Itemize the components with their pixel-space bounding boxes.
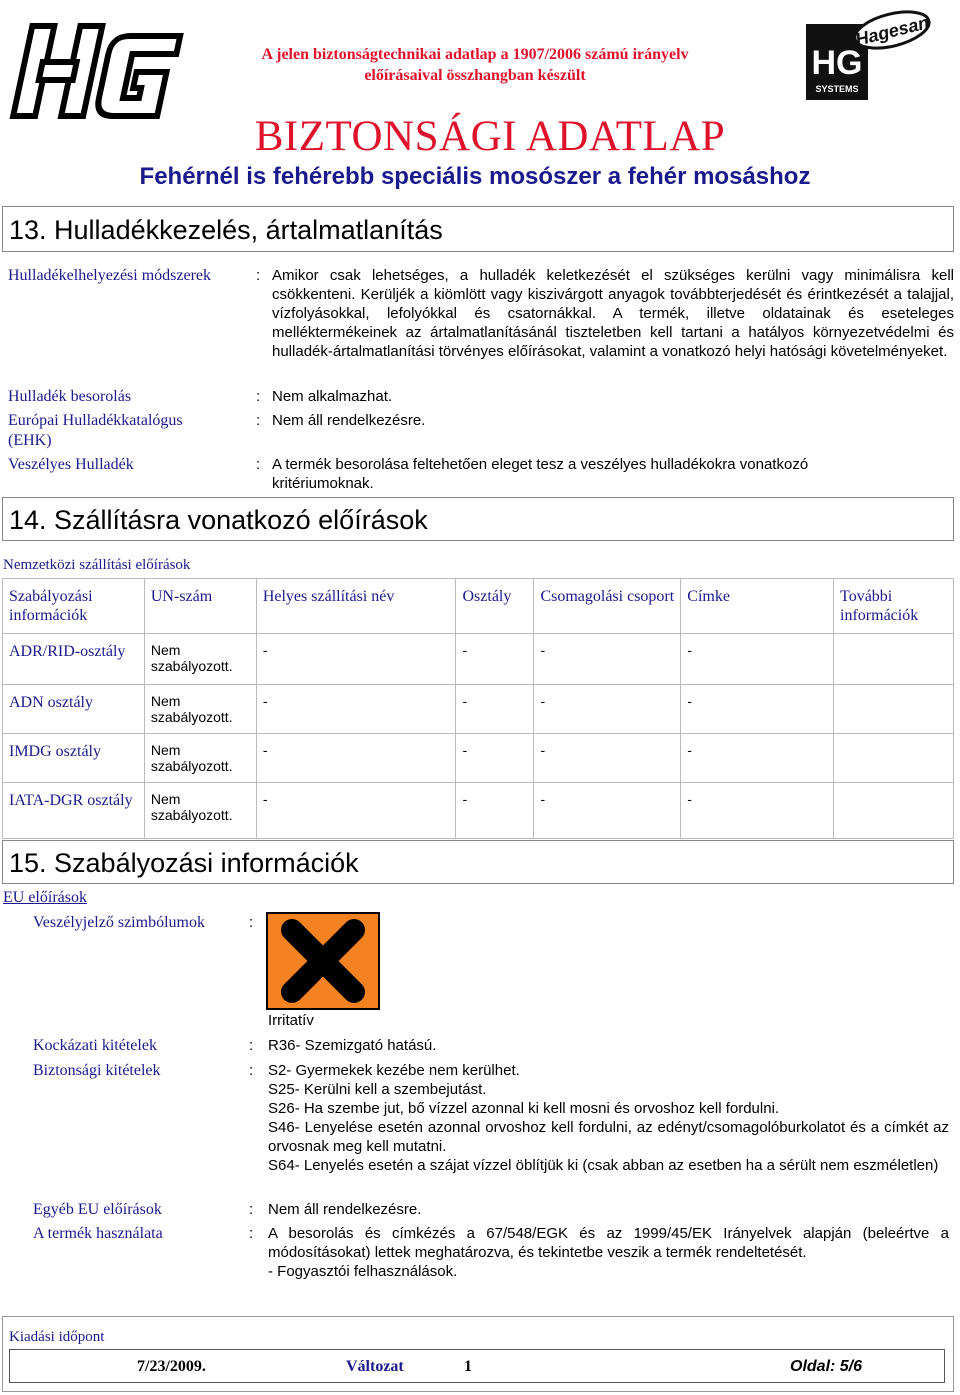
row-ship: - bbox=[256, 685, 456, 734]
row-name: ADN osztály bbox=[3, 685, 145, 734]
row-name: IATA-DGR osztály bbox=[3, 783, 145, 839]
hazard-caption: Irritatív bbox=[268, 1012, 314, 1029]
colon: : bbox=[249, 914, 254, 931]
irritant-x-icon bbox=[266, 912, 380, 1010]
row-name: IMDG osztály bbox=[3, 734, 145, 783]
usage-line: - Fogyasztói felhasználások. bbox=[268, 1263, 458, 1280]
risk-phrases-value: R36- Szemizgató hatású. bbox=[268, 1037, 437, 1054]
row-pkg: - bbox=[534, 685, 681, 734]
safety-phrase: S25- Kerülni kell a szembejutást. bbox=[268, 1081, 487, 1098]
hazardous-waste-label: Veszélyes Hulladék bbox=[8, 456, 134, 473]
hazard-symbols-label: Veszélyjelző szimbólumok bbox=[33, 914, 205, 931]
row-label: - bbox=[681, 685, 834, 734]
transport-header-row bbox=[3, 579, 954, 634]
issue-date: 7/23/2009. bbox=[137, 1358, 206, 1375]
regulation-line-2: előírásaival összhangban készült bbox=[364, 67, 586, 84]
col-header-regulation: Szabályozási információk bbox=[3, 579, 145, 634]
table-row bbox=[3, 685, 954, 734]
page-number: Oldal: 5/6 bbox=[790, 1358, 863, 1375]
colon: : bbox=[256, 456, 261, 473]
row-label: - bbox=[681, 783, 834, 839]
product-usage-label: A termék használata bbox=[33, 1225, 163, 1242]
row-label: - bbox=[681, 634, 834, 685]
hazard-symbol bbox=[266, 912, 380, 1010]
table-row bbox=[3, 634, 954, 685]
waste-method-value: Amikor csak lehetséges, a hulladék keletkezését el szükséges kerülni vagy minimálisra kell csökkenteni. Kerüljék a kiömlött vagy kiszivárgott anyagok továbbterjedését és érintkezését a talajjal, vízfolyásokkal, lefolyókkal és csatornákkal. A termék, illetve oldatainak és eseteleges melléktermékeinek az ártalmatlanításánál tiszteletben kell tartani a hatályos környezetvédelmi és hulladék-ártalmatlanítási törvényes előírásokat, valamint a vonatkozó helyi hatósági követelményeket. bbox=[272, 267, 954, 360]
section-13-header bbox=[2, 206, 954, 252]
section-15-title: 15. Szabályozási információk bbox=[9, 848, 359, 878]
colon: : bbox=[249, 1201, 254, 1218]
usage-line: A besorolás és címkézés a 67/548/EGK és az 1999/45/EK Irányelvek alapján (beleértve a módosításokat) lettek meghatározva, és tekintetbe veszik a termék rendeltetését. bbox=[268, 1225, 949, 1261]
hazardous-waste-value: A termék besorolása feltehetően eleget tesz a veszélyes hulladékokra vonatkozó kritériumoknak. bbox=[272, 456, 809, 492]
table-row bbox=[3, 783, 954, 839]
row-info bbox=[834, 685, 954, 734]
safety-phrase: S2- Gyermekek kezébe nem kerülhet. bbox=[268, 1062, 520, 1079]
risk-phrases-label: Kockázati kitételek bbox=[33, 1037, 157, 1054]
document-title: BIZTONSÁGI ADATLAP bbox=[254, 113, 726, 160]
row-ship: - bbox=[256, 783, 456, 839]
hg-logo bbox=[6, 18, 196, 128]
product-name: Fehérnél is fehérebb speciális mosószer a fehér mosáshoz bbox=[139, 163, 811, 190]
row-class: - bbox=[456, 783, 534, 839]
row-info bbox=[834, 634, 954, 685]
row-un: Nem szabályozott. bbox=[144, 634, 256, 685]
hagesan-logo bbox=[804, 4, 932, 100]
row-class: - bbox=[456, 685, 534, 734]
colon: : bbox=[256, 412, 261, 429]
table-row bbox=[3, 734, 954, 783]
section-14-title: 14. Szállításra vonatkozó előírások bbox=[9, 505, 428, 535]
issue-date-label: Kiadási időpont bbox=[9, 1329, 105, 1345]
row-class: - bbox=[456, 734, 534, 783]
row-ship: - bbox=[256, 634, 456, 685]
safety-phrase: S64- Lenyelés esetén a szájat vízzel öblítjük ki (csak abban az esetben ha a sérült nem eszméletlen) bbox=[268, 1157, 939, 1174]
safety-phrases-label: Biztonsági kitételek bbox=[33, 1062, 161, 1079]
col-header-info: További információk bbox=[834, 579, 954, 634]
brand-text: Hagesan bbox=[853, 12, 932, 50]
other-eu-value: Nem áll rendelkezésre. bbox=[268, 1201, 422, 1218]
row-label: - bbox=[681, 734, 834, 783]
row-info bbox=[834, 783, 954, 839]
regulation-note bbox=[210, 44, 740, 86]
row-pkg: - bbox=[534, 634, 681, 685]
svg-text:HG: HG bbox=[811, 44, 863, 82]
transport-table bbox=[2, 578, 954, 839]
regulation-line-1: A jelen biztonságtechnikai adatlap a 1907/2006 számú irányelv bbox=[261, 46, 689, 63]
section-13-title: 13. Hulladékkezelés, ártalmatlanítás bbox=[9, 215, 443, 245]
svg-text:SYSTEMS: SYSTEMS bbox=[815, 84, 859, 94]
safety-phrases-list bbox=[268, 1061, 949, 1175]
product-usage-list bbox=[268, 1224, 949, 1281]
colon: : bbox=[249, 1225, 254, 1242]
eu-regulations-link[interactable]: EU előírások bbox=[3, 889, 87, 906]
waste-class-label: Hulladék besorolás bbox=[8, 388, 132, 405]
row-un: Nem szabályozott. bbox=[144, 685, 256, 734]
colon: : bbox=[249, 1037, 254, 1054]
row-ship: - bbox=[256, 734, 456, 783]
row-class: - bbox=[456, 634, 534, 685]
transport-subtitle: Nemzetközi szállítási előírások bbox=[3, 557, 191, 573]
col-header-shipping-name: Helyes szállítási név bbox=[256, 579, 456, 634]
ewc-value: Nem áll rendelkezésre. bbox=[272, 412, 426, 429]
colon: : bbox=[249, 1062, 254, 1079]
footer bbox=[2, 1316, 954, 1392]
colon: : bbox=[256, 388, 261, 405]
colon: : bbox=[256, 267, 261, 284]
ewc-label: Európai Hulladékkatalógus (EHK) bbox=[8, 412, 183, 449]
waste-class-value: Nem alkalmazhat. bbox=[272, 388, 393, 405]
waste-method-label: Hulladékelhelyezési módszerek bbox=[8, 267, 212, 284]
row-un: Nem szabályozott. bbox=[144, 783, 256, 839]
version-label: Változat bbox=[346, 1358, 404, 1375]
col-header-un-number: UN-szám bbox=[144, 579, 256, 634]
col-header-label: Címke bbox=[681, 579, 834, 634]
col-header-class: Osztály bbox=[456, 579, 534, 634]
col-header-packing-group: Csomagolási csoport bbox=[534, 579, 681, 634]
hg-logo-text: HG bbox=[101, 123, 103, 124]
footer-inner-box bbox=[9, 1349, 945, 1383]
other-eu-label: Egyéb EU előírások bbox=[33, 1201, 162, 1218]
row-name: ADR/RID-osztály bbox=[3, 634, 145, 685]
row-pkg: - bbox=[534, 734, 681, 783]
row-un: Nem szabályozott. bbox=[144, 734, 256, 783]
version-value: 1 bbox=[464, 1358, 472, 1375]
safety-phrase: S46- Lenyelése esetén azonnal orvoshoz kell fordulni, az edényt/csomagolóburkolatot és a címkét az orvosnak meg kell mutatni. bbox=[268, 1119, 949, 1155]
row-info bbox=[834, 734, 954, 783]
section-15-header bbox=[2, 840, 954, 884]
section-14-header bbox=[2, 497, 954, 541]
row-pkg: - bbox=[534, 783, 681, 839]
safety-phrase: S26- Ha szembe jut, bő vízzel azonnal ki kell mosni és orvoshoz kell fordulni. bbox=[268, 1100, 780, 1117]
